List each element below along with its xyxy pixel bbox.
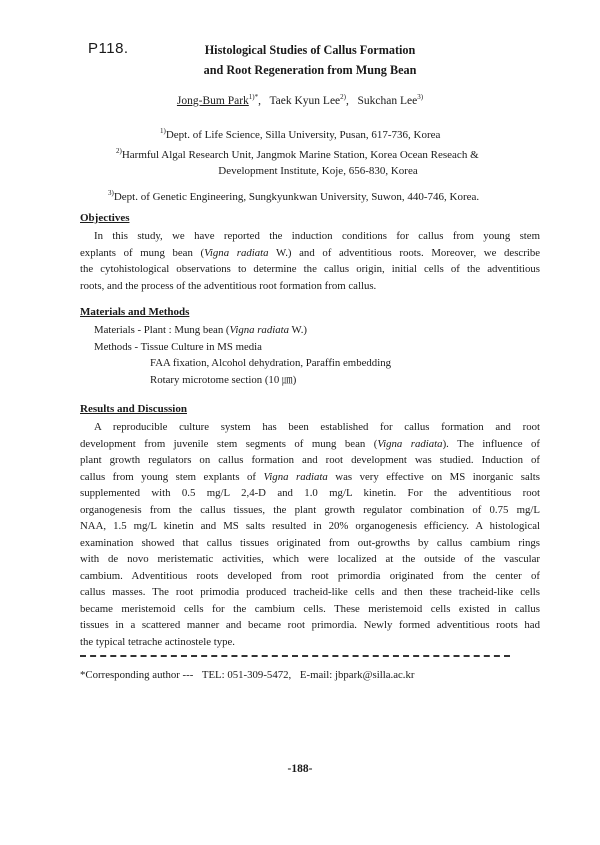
author-1-marker: 1)* [248,93,259,101]
method-item: Rotary microtome section (10 ㎛) [150,373,297,386]
footnote-phone: TEL: 051-309-5472, [201,669,292,681]
corresponding-author-footnote [80,669,421,681]
poster-number: P118. [88,40,129,57]
author-3-marker: 3) [417,93,424,101]
method-item: Methods - Tissue Culture in MS media [94,340,262,353]
text-line: tissues in a scattered manner and became root primordia. Newly formed adventitious roots had [80,619,540,631]
affiliation-2-text: Harmful Algal Research Unit, Jangmok Marine Station, Korea Ocean Reseach & [121,149,479,161]
text-line: callus masses. The root primodia produced tracheid-like cells and then these tracheid-like cells [80,586,540,598]
footnote-email: E-mail: jbpark@silla.ac.kr [299,669,415,681]
text-line: roots, and the process of the adventitious root formation from callus. [80,279,377,292]
author-separator: , [346,95,349,107]
text-line: In this study, we have reported the induction conditions for callus from young stem [94,230,540,242]
author-2: Taek Kyun Lee [269,95,341,107]
text-line: became meristemoid cells for the cambium cells. These meristemoid cells existed in callus [80,602,540,615]
affiliation-1 [108,123,528,143]
author-1: Jong-Bum Park [176,95,249,107]
affiliation-1-text: Dept. of Life Science, Silla University, Pusan, 617-736, Korea [165,129,441,141]
title-line-2: and Root Regeneration from Mung Bean [203,63,417,77]
objectives-heading: Objectives [80,212,130,224]
affiliation-2-marker: 2) [116,147,122,155]
title-line-1: Histological Studies of Callus Formation [204,43,416,57]
text-line: with de novo meristematic activities, which were localized at the outside of the vascular [80,553,540,565]
objectives-paragraph [80,228,540,294]
text-line: explants of mung bean (Vigna radiata W.) and of adventitious roots. Moreover, we describe [80,246,541,259]
text-line: supplemented with 0.5 mg/L 2,4-D and 1.0 mg/L kinetin. For the adventitious root [80,487,540,499]
materials-heading: Materials and Methods [80,306,190,318]
text-line: the cytohistological observations to determine the callus origin, initial cells of the adventitious [80,263,540,275]
footnote-label: *Corresponding author --- [80,669,194,681]
text-line: cambium. Adventitious roots developed from root primordia originated from the center of [80,569,540,582]
affiliation-3 [108,185,528,205]
affiliation-1-marker: 1) [160,127,166,135]
affiliation-2 [108,143,528,163]
paper-title [150,40,470,80]
author-list [0,93,600,107]
text-line: the typical tetrache actinostele type. [80,635,235,648]
method-item: Materials - Plant : Mung bean (Vigna radiata W.) [94,324,308,336]
methods-list [94,322,391,388]
text-line: plant growth regulators on callus formation and root development was studied. Induction of [80,454,540,466]
text-line: NAA, 1.5 mg/L kinetin and MS salts resulted in 20% organogenesis efficiency. A histological [80,520,540,532]
results-heading: Results and Discussion [80,403,187,415]
text-line: callus from young stem explants of Vigna radiata was very effective on MS inorganic salts [80,470,540,483]
affiliations [108,123,528,205]
method-item: FAA fixation, Alcohol dehydration, Paraffin embedding [150,357,391,369]
author-3: Sukchan Lee [357,95,418,107]
results-paragraph [80,419,540,650]
text-line: organogenesis from the callus tissues, the plant growth regulator combination of 0.75 mg/L [80,503,540,516]
affiliation-3-marker: 3) [108,189,114,197]
author-2-marker: 2) [340,93,346,101]
page-number: -188- [287,763,313,775]
affiliation-2-cont: Development Institute, Koje, 656-830, Korea [218,165,418,177]
text-line: A reproducible culture system has been established for callus formation and root [94,421,540,433]
affiliation-3-text: Dept. of Genetic Engineering, Sungkyunkwan University, Suwon, 440-746, Korea. [113,191,480,203]
text-line: examination showed that callus tissues originated from out-growths by callus cambium rings [80,536,540,549]
text-line: development from juvenile stem segments of mung bean (Vigna radiata). The influence of [80,437,540,450]
author-separator: , [258,95,262,107]
footnote-divider [80,655,510,657]
